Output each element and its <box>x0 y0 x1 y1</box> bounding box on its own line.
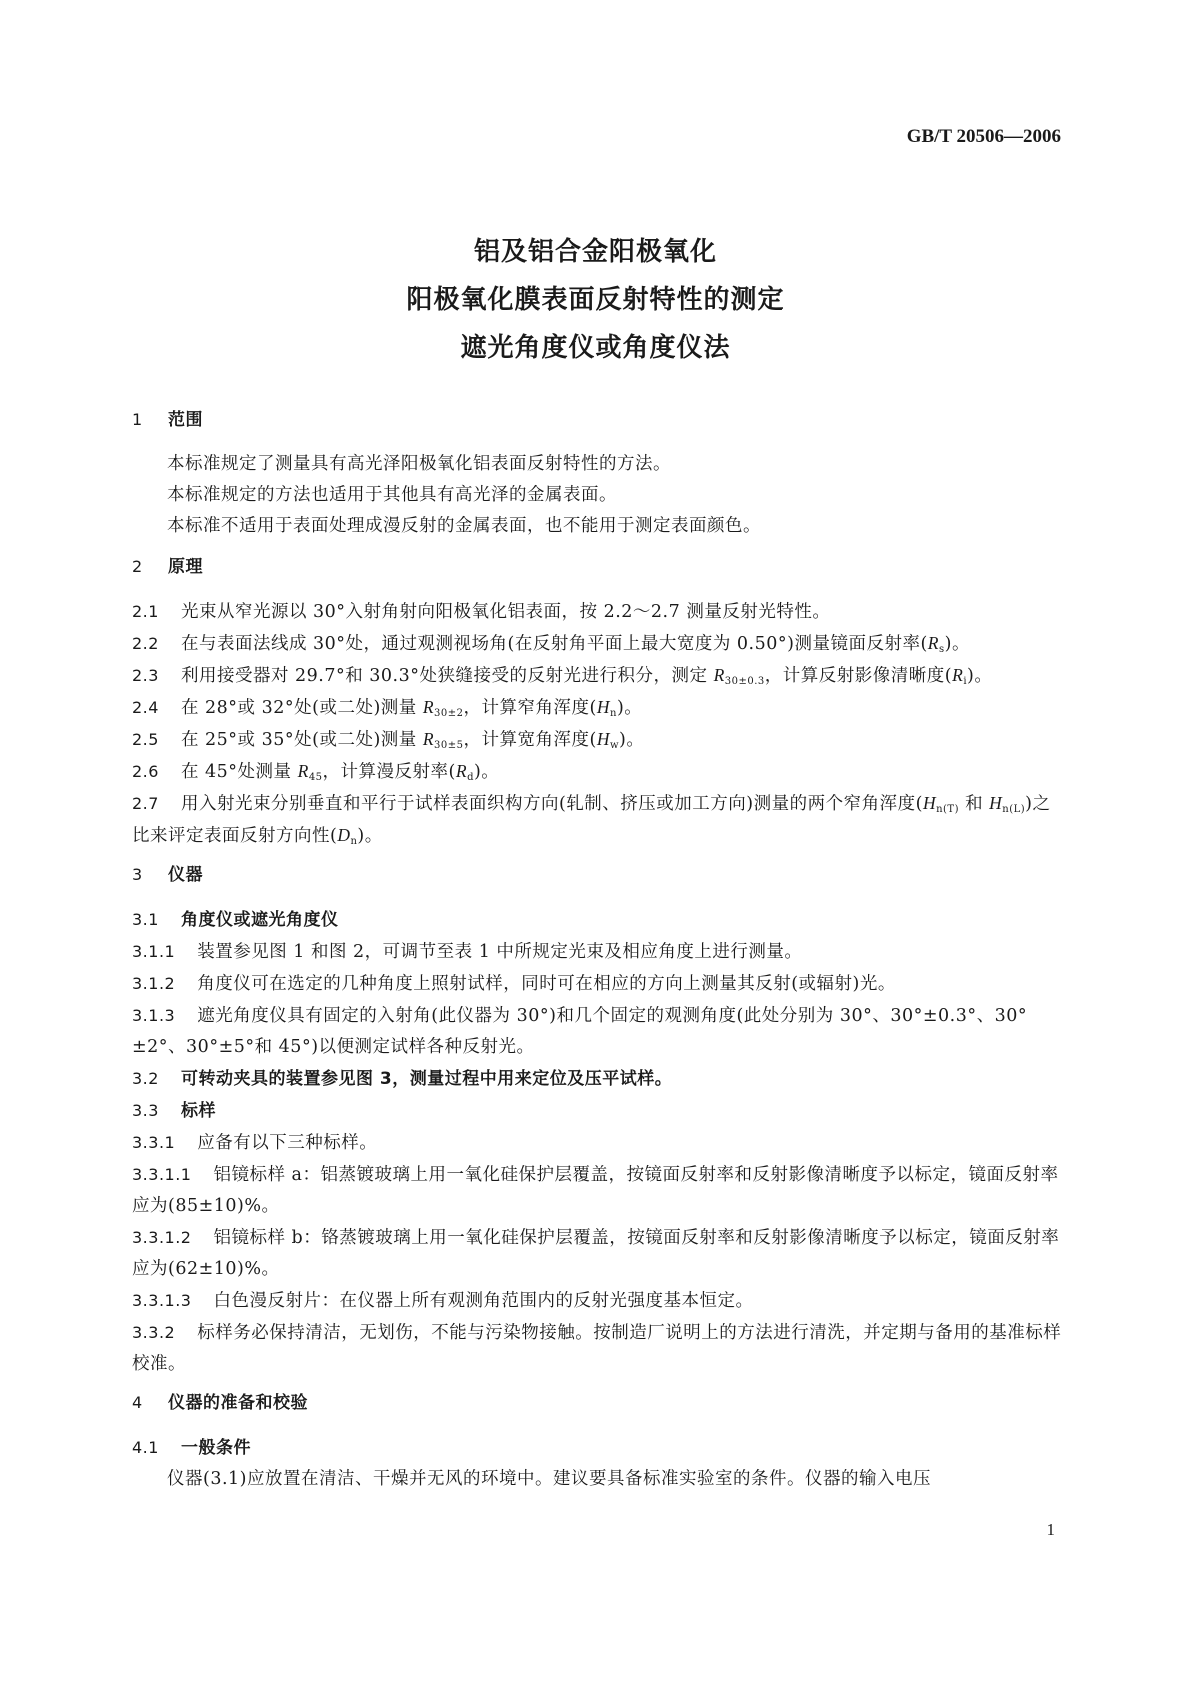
clause-number: 3.3.1 <box>132 1133 176 1152</box>
section-title: 原理 <box>168 557 203 577</box>
clause-number: 2.1 <box>132 602 159 621</box>
symbol: R <box>952 665 964 685</box>
clause-3-1-2 <box>132 968 1062 1000</box>
clause-3-1-3 <box>132 1000 1062 1063</box>
section-title: 仪器的准备和校验 <box>168 1393 308 1413</box>
symbol: R <box>422 729 435 749</box>
subscript: 30±2 <box>434 708 464 719</box>
section-number: 4 <box>132 1393 143 1412</box>
clause-3-3 <box>132 1095 1062 1127</box>
clause-number: 2.3 <box>132 666 159 685</box>
clause-text: 应备有以下三种标样。 <box>197 1133 378 1153</box>
title-line-1: 铝及铝合金阳极氧化 <box>473 237 717 267</box>
page-number: 1 <box>1046 1520 1055 1539</box>
symbol: H <box>922 793 937 813</box>
clause-2-6 <box>132 756 1062 788</box>
clause-title: 标样 <box>180 1101 216 1121</box>
clause-number: 4.1 <box>132 1438 159 1457</box>
clause-3-1-1 <box>132 936 1062 968</box>
clause-number: 3.3.1.2 <box>132 1228 192 1247</box>
symbol: H <box>596 729 610 749</box>
clause-3-3-1-3 <box>132 1285 1062 1317</box>
symbol: R <box>713 665 725 685</box>
subscript: n <box>609 708 617 719</box>
subscript: 30±0.3 <box>724 676 765 687</box>
clause-3-3-1-1 <box>132 1159 1062 1222</box>
clause-3-3-1-2 <box>132 1222 1062 1285</box>
clause-title: 一般条件 <box>180 1438 251 1458</box>
clause-text: ，计算漫反射率( <box>322 762 456 782</box>
clause-number: 2.4 <box>132 698 159 717</box>
subscript: 45 <box>308 772 323 783</box>
symbol: R <box>297 761 309 781</box>
clause-number: 3.3.2 <box>132 1323 176 1342</box>
clause-number: 3.3 <box>132 1101 159 1120</box>
clause-text: 利用接受器对 29.7°和 30.3°处狭缝接受的反射光进行积分，测定 <box>180 666 714 686</box>
paragraph: 仪器(3.1)应放置在清洁、干燥并无风的环境中。建议要具备标准实验室的条件。仪器的输入电压 <box>167 1469 931 1489</box>
subscript: d <box>467 772 474 783</box>
clause-text: 用入射光束分别垂直和平行于试样表面织构方向(轧制、挤压或加工方向)测量的两个窄角浑度( <box>180 794 923 814</box>
section-title: 范围 <box>168 410 203 430</box>
clause-text: )。 <box>357 826 383 846</box>
clause-text: 铝镜标样 a：铝蒸镀玻璃上用一氧化硅保护层覆盖，按镜面反射率和反射影像清晰度予以标定，镜面反射率应为(85±10)%。 <box>132 1165 1059 1216</box>
symbol: H <box>989 793 1003 813</box>
subscript: i <box>963 676 968 687</box>
clause-number: 3.3.1.1 <box>132 1165 192 1184</box>
paragraph: 本标准规定的方法也适用于其他具有高光泽的金属表面。 <box>167 485 617 505</box>
clause-number: 3.1 <box>132 910 159 929</box>
clause-2-7 <box>132 788 1062 852</box>
clause-number: 3.2 <box>132 1069 159 1088</box>
section-3-heading <box>132 860 1062 890</box>
clause-2-5 <box>132 724 1062 756</box>
clause-number: 2.5 <box>132 730 159 749</box>
title-line-3: 遮光角度仪或角度仪法 <box>460 333 731 363</box>
clause-text: 遮光角度仪具有固定的入射角(此仪器为 30°)和几个固定的观测角度(此处分别为 30°、30°±0.3°、30°±2°、30°±5°和 45°)以便测定试样各种反射光。 <box>132 1006 1028 1057</box>
clause-number: 2.2 <box>132 634 159 653</box>
paragraph: 本标准不适用于表面处理成漫反射的金属表面，也不能用于测定表面颜色。 <box>167 516 761 536</box>
document-title <box>0 228 1191 372</box>
section-2-heading <box>132 552 1062 582</box>
paragraph: 本标准规定了测量具有高光泽阳极氧化铝表面反射特性的方法。 <box>167 454 671 474</box>
clause-text: )。 <box>473 762 500 782</box>
clause-number: 2.7 <box>132 794 159 813</box>
clause-text: 在 25°或 35°处(或二处)测量 <box>180 730 423 750</box>
subscript: n <box>350 836 358 847</box>
section-number: 1 <box>132 410 143 429</box>
subscript: w <box>609 740 620 751</box>
clause-text: ，计算窄角浑度( <box>463 698 597 718</box>
clause-2-4 <box>132 692 1062 724</box>
clause-text: 装置参见图 1 和图 2，可调节至表 1 中所规定光束及相应角度上进行测量。 <box>197 942 803 962</box>
clause-text: 和 <box>959 794 990 814</box>
symbol: R <box>422 697 435 717</box>
clause-number: 3.1.2 <box>132 974 176 993</box>
subscript: 30±5 <box>434 740 464 751</box>
clause-number: 2.6 <box>132 762 159 781</box>
standard-code: GB/T 20506—2006 <box>906 126 1061 147</box>
subscript: n(T) <box>936 804 959 815</box>
clause-text: 白色漫反射片：在仪器上所有观测角范围内的反射光强度基本恒定。 <box>213 1291 754 1311</box>
clause-text: 角度仪可在选定的几种角度上照射试样，同时可在相应的方向上测量其反射(或辐射)光。 <box>197 974 896 994</box>
clause-2-3 <box>132 660 1062 692</box>
clause-number: 3.3.1.3 <box>132 1291 192 1310</box>
clause-text: 在 28°或 32°处(或二处)测量 <box>180 698 423 718</box>
clause-text: )。 <box>616 698 643 718</box>
clause-3-1 <box>132 904 1062 936</box>
clause-text: ，计算反射影像清晰度( <box>764 666 953 686</box>
clause-text: 标样务必保持清洁，无划伤，不能与污染物接触。按制造厂说明上的方法进行清洗，并定期与备用的基准标样校准。 <box>132 1323 1062 1374</box>
section-title: 仪器 <box>168 865 203 885</box>
clause-text: 铝镜标样 b：铬蒸镀玻璃上用一氧化硅保护层覆盖，按镜面反射率和反射影像清晰度予以标定，镜面反射率应为(62±10)%。 <box>132 1228 1060 1279</box>
clause-text: 可转动夹具的装置参见图 3，测量过程中用来定位及压平试样。 <box>180 1069 673 1089</box>
clause-text: )。 <box>619 730 645 750</box>
clause-text: 光束从窄光源以 30°入射角射向阳极氧化铝表面，按 2.2～2.7 测量反射光特性。 <box>180 602 831 622</box>
clause-number: 3.1.1 <box>132 942 176 961</box>
symbol: R <box>927 633 939 653</box>
clause-text: 在与表面法线成 30°处，通过观测视场角(在反射角平面上最大宽度为 0.50°)测量镜面反射率( <box>180 634 928 654</box>
clause-4-1 <box>132 1432 1062 1464</box>
symbol: R <box>455 761 468 781</box>
section-number: 2 <box>132 557 143 576</box>
clause-text: )。 <box>944 634 970 654</box>
clause-number: 3.1.3 <box>132 1006 176 1025</box>
symbol: D <box>337 825 351 845</box>
clause-2-1 <box>132 596 1062 628</box>
subscript: n(L) <box>1002 804 1026 815</box>
clause-3-2 <box>132 1063 1062 1095</box>
section-1-heading <box>132 405 1062 435</box>
section-number: 3 <box>132 865 143 884</box>
subscript: s <box>939 644 945 655</box>
clause-2-2 <box>132 628 1062 660</box>
title-line-2: 阳极氧化膜表面反射特性的测定 <box>406 285 785 315</box>
clause-3-3-1 <box>132 1127 1062 1159</box>
clause-text: ，计算宽角浑度( <box>463 730 597 750</box>
symbol: H <box>596 697 610 717</box>
clause-3-3-2 <box>132 1317 1062 1380</box>
section-4-heading <box>132 1388 1062 1418</box>
clause-title: 角度仪或遮光角度仪 <box>180 910 339 930</box>
clause-text: )。 <box>967 666 993 686</box>
clause-text: )之比来评定表面反射方向性( <box>132 794 1051 846</box>
clause-text: 在 45°处测量 <box>180 762 298 782</box>
document-body <box>132 405 1062 1495</box>
